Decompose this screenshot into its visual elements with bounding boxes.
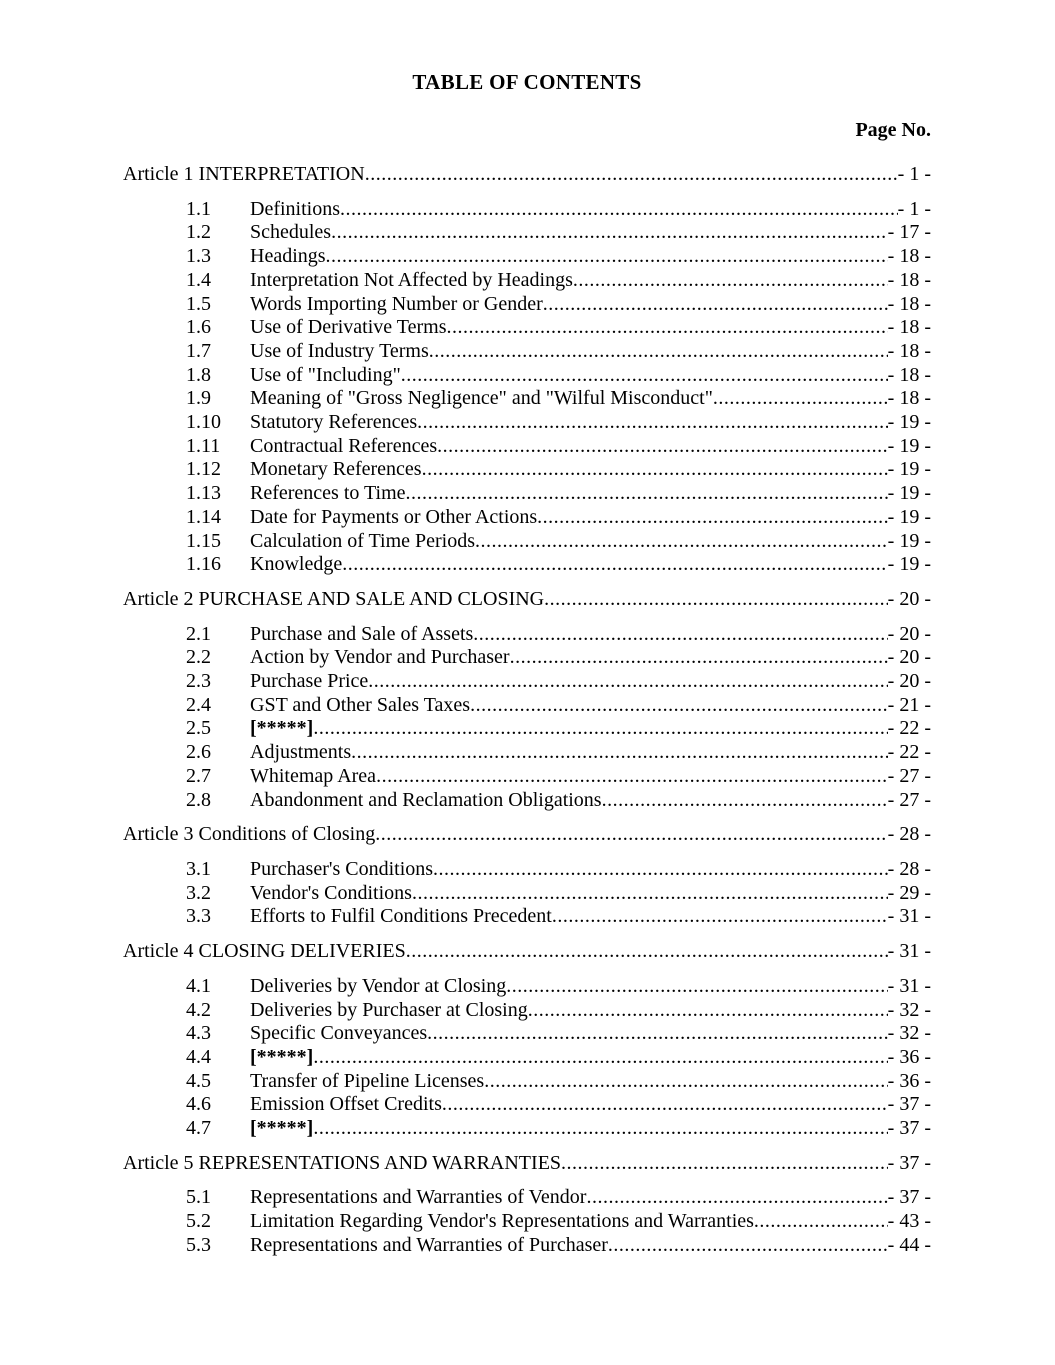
section-title: Deliveries by Purchaser at Closing <box>250 998 528 1021</box>
section-page-number: - 18 - <box>887 268 931 291</box>
dot-leader <box>412 882 888 906</box>
section-title: Words Importing Number or Gender <box>250 292 543 315</box>
section-title: Abandonment and Reclamation Obligations <box>250 788 602 811</box>
toc-section-entry <box>123 340 931 364</box>
section-number: 1.11 <box>186 434 221 457</box>
section-number: 1.1 <box>186 197 211 220</box>
section-page-number: - 18 - <box>887 363 931 386</box>
dot-leader <box>528 999 888 1023</box>
dot-leader <box>417 411 888 435</box>
section-number: 2.8 <box>186 788 211 811</box>
toc-section-entry <box>123 882 931 906</box>
section-number: 4.1 <box>186 974 211 997</box>
section-title: Interpretation Not Affected by Headings <box>250 268 573 291</box>
section-number: 5.2 <box>186 1210 211 1233</box>
section-title: GST and Other Sales Taxes <box>250 693 471 716</box>
toc-section-entry <box>123 458 931 482</box>
section-number: 1.3 <box>186 245 211 268</box>
section-title: Definitions <box>250 197 340 220</box>
section-title: Contractual References <box>250 434 438 457</box>
dot-leader <box>754 1210 888 1234</box>
section-page-number: - 31 - <box>887 974 931 997</box>
dot-leader <box>365 163 898 187</box>
section-page-number: - 18 - <box>887 245 931 268</box>
article-label: Article 5 REPRESENTATIONS AND WARRANTIES <box>123 1151 562 1174</box>
article-page-number: - 28 - <box>887 823 931 846</box>
dot-leader <box>429 340 888 364</box>
section-number: 1.6 <box>186 316 211 339</box>
section-title: Whitemap Area <box>250 764 377 787</box>
toc-section-entry <box>123 1234 931 1258</box>
section-page-number: - 20 - <box>887 622 931 645</box>
section-number: 5.1 <box>186 1186 211 1209</box>
section-page-number: - 29 - <box>887 881 931 904</box>
section-number: 1.2 <box>186 221 211 244</box>
toc-section-entry <box>123 1093 931 1117</box>
dot-leader <box>437 435 888 459</box>
section-title: [*****] <box>250 1117 314 1140</box>
dot-leader <box>442 1093 888 1117</box>
toc-section-entry <box>123 717 931 741</box>
dot-leader <box>510 646 888 670</box>
section-number: 4.7 <box>186 1117 211 1140</box>
toc-section-entry <box>123 435 931 459</box>
dot-leader <box>375 823 887 847</box>
dot-leader <box>470 694 888 718</box>
section-number: 2.7 <box>186 764 211 787</box>
dot-leader <box>406 482 888 506</box>
toc-section-entry <box>123 198 931 222</box>
toc-section-entry <box>123 553 931 577</box>
toc-article-entry <box>123 1152 931 1176</box>
toc-section-entry <box>123 293 931 317</box>
toc-section-entry <box>123 411 931 435</box>
dot-leader <box>340 198 898 222</box>
section-number: 3.1 <box>186 857 211 880</box>
section-number: 1.8 <box>186 363 211 386</box>
toc-list <box>123 163 931 1258</box>
dot-leader <box>473 623 887 647</box>
toc-section-entry <box>123 741 931 765</box>
dot-leader <box>342 553 887 577</box>
section-title: Use of Derivative Terms <box>250 316 447 339</box>
section-title: [*****] <box>250 1045 314 1068</box>
section-title: Use of "Including" <box>250 363 401 386</box>
section-page-number: - 19 - <box>887 505 931 528</box>
section-page-number: - 19 - <box>887 482 931 505</box>
section-title: Meaning of "Gross Negligence" and "Wilful Misconduct" <box>250 387 713 410</box>
article-page-number: - 20 - <box>887 587 931 610</box>
section-number: 2.6 <box>186 741 211 764</box>
section-title: Emission Offset Credits <box>250 1093 442 1116</box>
section-page-number: - 32 - <box>887 998 931 1021</box>
article-label: Article 4 CLOSING DELIVERIES <box>123 940 406 963</box>
dot-leader <box>475 530 888 554</box>
section-page-number: - 37 - <box>887 1093 931 1116</box>
section-title: Adjustments <box>250 741 352 764</box>
dot-leader <box>326 245 888 269</box>
dot-leader <box>573 269 888 293</box>
dot-leader <box>552 905 888 929</box>
section-page-number: - 18 - <box>887 292 931 315</box>
section-number: 1.4 <box>186 268 211 291</box>
section-number: 1.14 <box>186 505 221 528</box>
toc-section-entry <box>123 316 931 340</box>
toc-section-entry <box>123 269 931 293</box>
toc-section-entry <box>123 530 931 554</box>
section-page-number: - 22 - <box>887 741 931 764</box>
dot-leader <box>422 458 888 482</box>
section-page-number: - 20 - <box>887 646 931 669</box>
section-page-number: - 21 - <box>887 693 931 716</box>
section-number: 2.5 <box>186 717 211 740</box>
section-number: 4.2 <box>186 998 211 1021</box>
section-title: Limitation Regarding Vendor's Representations and Warranties <box>250 1210 754 1233</box>
toc-section-entry <box>123 245 931 269</box>
section-number: 4.4 <box>186 1045 211 1068</box>
toc-section-entry <box>123 1022 931 1046</box>
section-number: 2.3 <box>186 670 211 693</box>
dot-leader <box>331 221 888 245</box>
section-number: 4.6 <box>186 1093 211 1116</box>
dot-leader <box>713 387 888 411</box>
section-page-number: - 19 - <box>887 529 931 552</box>
toc-article-entry <box>123 588 931 612</box>
section-title: Knowledge <box>250 553 343 576</box>
toc-section-entry <box>123 364 931 388</box>
section-title: Specific Conveyances <box>250 1022 428 1045</box>
toc-section-entry <box>123 623 931 647</box>
section-page-number: - 28 - <box>887 857 931 880</box>
section-title: [*****] <box>250 717 314 740</box>
section-number: 4.5 <box>186 1069 211 1092</box>
section-title: Date for Payments or Other Actions <box>250 505 538 528</box>
section-page-number: - 37 - <box>887 1117 931 1140</box>
section-title: Schedules <box>250 221 332 244</box>
section-title: Representations and Warranties of Vendor <box>250 1186 587 1209</box>
section-page-number: - 19 - <box>887 553 931 576</box>
toc-section-entry <box>123 670 931 694</box>
section-number: 1.16 <box>186 553 221 576</box>
section-number: 3.3 <box>186 905 211 928</box>
section-title: Transfer of Pipeline Licenses <box>250 1069 485 1092</box>
article-label: Article 3 Conditions of Closing <box>123 823 376 846</box>
section-title: Use of Industry Terms <box>250 339 429 362</box>
toc-section-entry <box>123 1046 931 1070</box>
article-page-number: - 37 - <box>887 1151 931 1174</box>
toc-section-entry <box>123 221 931 245</box>
toc-section-entry <box>123 975 931 999</box>
section-page-number: - 1 - <box>897 197 931 220</box>
dot-leader <box>313 1046 887 1070</box>
toc-section-entry <box>123 387 931 411</box>
dot-leader <box>376 765 888 789</box>
toc-section-entry <box>123 999 931 1023</box>
page-no-column-header: Page No. <box>855 119 931 141</box>
section-title: Representations and Warranties of Purchaser <box>250 1233 608 1256</box>
section-page-number: - 44 - <box>887 1233 931 1256</box>
dot-leader <box>484 1070 887 1094</box>
section-page-number: - 19 - <box>887 411 931 434</box>
toc-section-entry <box>123 1117 931 1141</box>
toc-article-entry <box>123 940 931 964</box>
dot-leader <box>608 1234 888 1258</box>
toc-section-entry <box>123 694 931 718</box>
page-title: TABLE OF CONTENTS <box>412 70 642 94</box>
toc-section-entry <box>123 1070 931 1094</box>
article-page-number: - 31 - <box>887 940 931 963</box>
toc-section-entry <box>123 1210 931 1234</box>
dot-leader <box>537 506 888 530</box>
section-title: Vendor's Conditions <box>250 881 412 904</box>
section-title: Purchaser's Conditions <box>250 857 434 880</box>
section-title: Monetary References <box>250 458 422 481</box>
toc-article-entry <box>123 823 931 847</box>
article-page-number: - 1 - <box>897 163 931 185</box>
toc-section-entry <box>123 506 931 530</box>
toc-article-entry <box>123 163 931 187</box>
dot-leader <box>561 1152 888 1176</box>
section-number: 3.2 <box>186 881 211 904</box>
section-page-number: - 20 - <box>887 670 931 693</box>
section-number: 2.4 <box>186 693 211 716</box>
section-title: Action by Vendor and Purchaser <box>250 646 510 669</box>
section-page-number: - 36 - <box>887 1045 931 1068</box>
section-title: References to Time <box>250 482 406 505</box>
section-number: 4.3 <box>186 1022 211 1045</box>
article-label: Article 2 PURCHASE AND SALE AND CLOSING <box>123 587 545 610</box>
section-number: 2.1 <box>186 622 211 645</box>
dot-leader <box>368 670 887 694</box>
dot-leader <box>406 940 888 964</box>
section-page-number: - 27 - <box>887 788 931 811</box>
dot-leader <box>506 975 887 999</box>
dot-leader <box>313 717 887 741</box>
section-page-number: - 27 - <box>887 764 931 787</box>
toc-section-entry <box>123 858 931 882</box>
section-number: 1.13 <box>186 482 221 505</box>
section-number: 2.2 <box>186 646 211 669</box>
article-label: Article 1 INTERPRETATION <box>123 163 365 185</box>
section-number: 1.10 <box>186 411 221 434</box>
section-number: 1.7 <box>186 339 211 362</box>
section-page-number: - 36 - <box>887 1069 931 1092</box>
section-page-number: - 31 - <box>887 905 931 928</box>
dot-leader <box>543 293 888 317</box>
dot-leader <box>544 588 888 612</box>
section-page-number: - 37 - <box>887 1186 931 1209</box>
section-page-number: - 22 - <box>887 717 931 740</box>
section-number: 1.12 <box>186 458 221 481</box>
toc-section-entry <box>123 789 931 813</box>
dot-leader <box>401 364 888 388</box>
section-title: Purchase and Sale of Assets <box>250 622 474 645</box>
section-title: Deliveries by Vendor at Closing <box>250 974 507 997</box>
toc-section-entry <box>123 646 931 670</box>
toc-section-entry <box>123 482 931 506</box>
section-title: Headings <box>250 245 326 268</box>
dot-leader <box>447 316 888 340</box>
toc-section-entry <box>123 765 931 789</box>
section-page-number: - 32 - <box>887 1022 931 1045</box>
toc-section-entry <box>123 905 931 929</box>
toc-section-entry <box>123 1186 931 1210</box>
section-number: 1.15 <box>186 529 221 552</box>
section-title: Efforts to Fulfil Conditions Precedent <box>250 905 552 928</box>
section-number: 5.3 <box>186 1233 211 1256</box>
section-page-number: - 18 - <box>887 316 931 339</box>
section-number: 1.9 <box>186 387 211 410</box>
section-title: Purchase Price <box>250 670 369 693</box>
dot-leader <box>602 789 888 813</box>
dot-leader <box>313 1117 887 1141</box>
dot-leader <box>586 1186 887 1210</box>
section-page-number: - 17 - <box>887 221 931 244</box>
section-number: 1.5 <box>186 292 211 315</box>
section-page-number: - 19 - <box>887 458 931 481</box>
section-page-number: - 18 - <box>887 339 931 362</box>
section-page-number: - 43 - <box>887 1210 931 1233</box>
dot-leader <box>433 858 888 882</box>
section-page-number: - 18 - <box>887 387 931 410</box>
section-title: Calculation of Time Periods <box>250 529 475 552</box>
section-page-number: - 19 - <box>887 434 931 457</box>
section-title: Statutory References <box>250 411 418 434</box>
dot-leader <box>351 741 888 765</box>
dot-leader <box>427 1022 888 1046</box>
